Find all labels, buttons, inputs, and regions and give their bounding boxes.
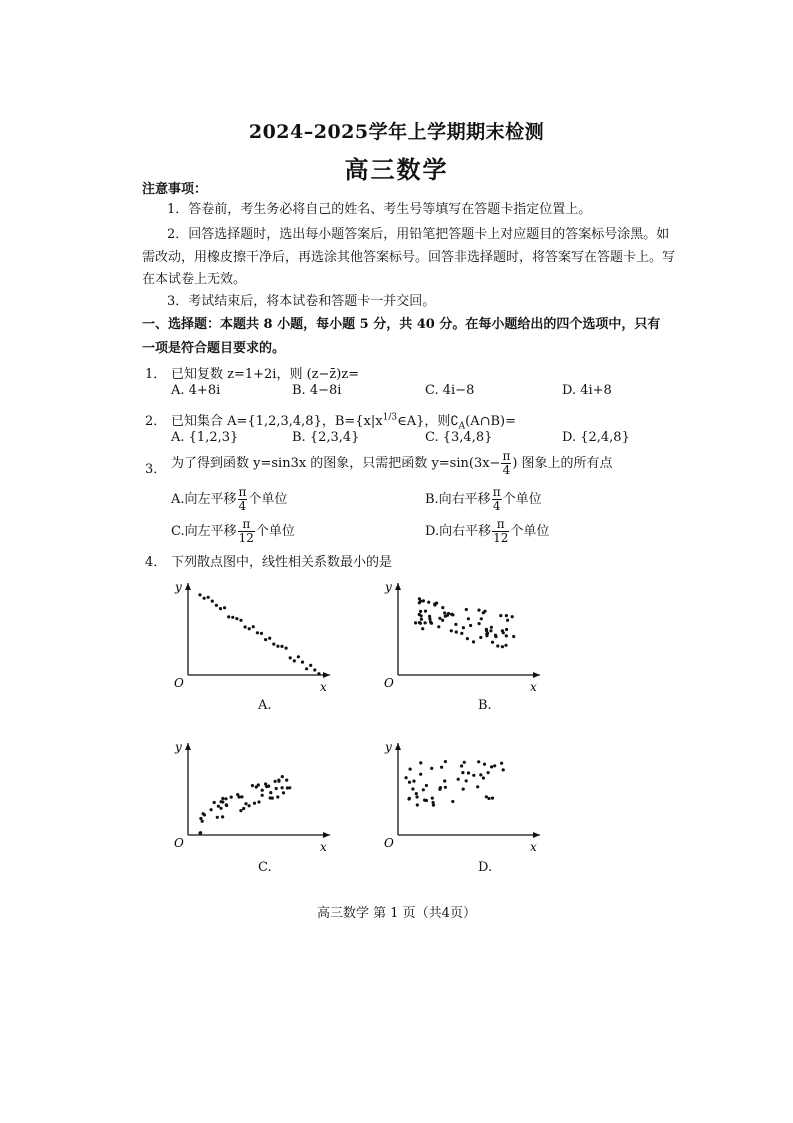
y-axis-arrow <box>395 743 401 750</box>
scatter-point <box>483 763 486 766</box>
scatter-label-c: C. <box>258 860 272 875</box>
scatter-point <box>285 779 288 782</box>
scatter-point <box>472 774 475 777</box>
question-2-option-c: C. {3,4,8} <box>425 430 493 445</box>
scatter-point <box>485 628 488 631</box>
scatter-point <box>465 779 468 782</box>
scatter-point <box>221 815 224 818</box>
scatter-point <box>281 775 284 778</box>
scatter-point <box>227 615 230 618</box>
scatter-point <box>412 780 415 783</box>
scatter-point <box>253 802 256 805</box>
scatter-point <box>472 640 475 643</box>
scatter-point <box>467 617 470 620</box>
scatter-point <box>235 617 238 620</box>
scatter-point <box>450 629 453 632</box>
scatter-point <box>418 597 421 600</box>
scatter-point <box>500 762 503 765</box>
scatter-point <box>313 668 316 671</box>
scatter-point <box>454 623 457 626</box>
scatter-point <box>462 626 465 629</box>
y-axis-arrow <box>185 583 191 590</box>
scatter-point <box>275 787 278 790</box>
scatter-point <box>285 647 288 650</box>
notice-item-2-line-3: 在本试卷上无效。 <box>142 272 247 287</box>
scatter-point <box>490 626 493 629</box>
scatter-point <box>256 631 259 634</box>
scatter-point <box>463 761 466 764</box>
scatter-point <box>220 800 223 803</box>
scatter-point <box>512 635 515 638</box>
scatter-point <box>419 773 422 776</box>
scatter-point <box>216 816 219 819</box>
scatter-point <box>455 630 458 633</box>
notice-item-1: 1．答卷前，考生务必将自己的姓名、考生号等填写在答题卡指定位置上。 <box>167 202 592 217</box>
page-footer: 高三数学 第 1 页（共4页） <box>317 906 476 921</box>
scatter-point <box>478 622 481 625</box>
scatter-point <box>416 803 419 806</box>
scatter-point <box>301 661 304 664</box>
x-axis-arrow <box>533 832 540 838</box>
scatter-point <box>251 784 254 787</box>
scatter-point <box>282 791 285 794</box>
scatter-point <box>489 629 492 632</box>
scatter-point <box>419 761 422 764</box>
scatter-point <box>269 791 272 794</box>
question-1-number: 1． <box>145 367 167 382</box>
scatter-point <box>491 641 494 644</box>
scatter-point <box>485 795 488 798</box>
scatter-point <box>223 606 226 609</box>
scatter-point <box>501 645 504 648</box>
scatter-point <box>441 619 444 622</box>
scatter-point <box>429 620 432 623</box>
scatter-point <box>408 781 411 784</box>
scatter-point <box>286 786 289 789</box>
scatter-point <box>439 786 442 789</box>
scatter-point <box>430 767 433 770</box>
x-axis-label: x <box>530 680 537 694</box>
scatter-point <box>239 809 242 812</box>
scatter-point <box>444 760 447 763</box>
scatter-point <box>198 593 201 596</box>
scatter-point <box>443 779 446 782</box>
question-3-number: 3． <box>145 462 167 477</box>
scatter-point <box>405 776 408 779</box>
scatter-point <box>424 610 427 613</box>
scatter-label-b: B. <box>478 698 492 713</box>
question-2-number: 2． <box>145 414 167 429</box>
question-1-option-d: D. 4i+8 <box>562 383 612 398</box>
scatter-point <box>244 625 247 628</box>
question-3-option-b: B.向右平移 $\frac{\pi}{4}$ 个单位 <box>425 485 542 513</box>
exam-title: 2024–2025学年上学期期末检测 <box>248 121 545 143</box>
scatter-plot-b <box>380 575 550 695</box>
question-2-option-b: B. {2,3,4} <box>292 430 360 445</box>
scatter-point <box>432 804 435 807</box>
scatter-point <box>248 804 251 807</box>
scatter-point <box>433 603 436 606</box>
scatter-point <box>252 625 255 628</box>
scatter-point <box>477 760 480 763</box>
scatter-point <box>257 800 260 803</box>
origin-label: O <box>384 676 394 690</box>
question-1-option-c: C. 4i−8 <box>425 383 475 398</box>
exam-subject: 高三数学 <box>344 155 449 184</box>
scatter-point <box>210 808 213 811</box>
scatter-point <box>280 645 283 648</box>
scatter-point <box>505 628 508 631</box>
x-axis-arrow <box>533 672 540 678</box>
scatter-point <box>506 619 509 622</box>
x-axis-arrow <box>323 672 330 678</box>
scatter-point <box>427 601 430 604</box>
question-2-option-a: A. {1,2,3} <box>171 430 239 445</box>
scatter-point <box>422 599 425 602</box>
scatter-point <box>419 610 422 613</box>
scatter-point <box>272 643 275 646</box>
section-1-heading-line-2: 一项是符合题目要求的。 <box>142 341 286 356</box>
scatter-point <box>421 627 424 630</box>
scatter-point <box>457 778 460 781</box>
origin-label: O <box>174 836 184 850</box>
scatter-point <box>487 797 490 800</box>
scatter-point <box>276 645 279 648</box>
scatter-point <box>414 621 417 624</box>
scatter-point <box>203 597 206 600</box>
scatter-point <box>268 637 271 640</box>
scatter-point <box>483 610 486 613</box>
scatter-point <box>494 634 497 637</box>
notice-item-3: 3．考试结束后，将本试卷和答题卡一并交回。 <box>167 294 436 309</box>
scatter-point <box>447 612 450 615</box>
scatter-point <box>460 632 463 635</box>
y-axis-arrow <box>185 743 191 750</box>
scatter-point <box>281 786 284 789</box>
scatter-point <box>502 768 505 771</box>
scatter-point <box>219 607 222 610</box>
scatter-point <box>505 634 508 637</box>
scatter-point <box>479 636 482 639</box>
scatter-point <box>422 788 425 791</box>
scatter-point <box>501 629 504 632</box>
scatter-point <box>499 614 502 617</box>
scatter-point <box>215 604 218 607</box>
scatter-point <box>491 797 494 800</box>
scatter-point <box>261 794 264 797</box>
question-3-text: 为了得到函数 y=sin3x 的图象，只需把函数 y=sin(3x− $\frac{\pi}{4}$ ) 图象上的所有点 <box>171 449 613 477</box>
scatter-point <box>462 788 465 791</box>
scatter-point <box>425 784 428 787</box>
scatter-point <box>224 797 227 800</box>
scatter-point <box>461 771 464 774</box>
scatter-point <box>416 795 419 798</box>
y-axis-label: y <box>385 580 392 594</box>
scatter-point <box>293 659 296 662</box>
scatter-point <box>411 787 414 790</box>
scatter-point <box>409 768 412 771</box>
scatter-point <box>267 785 270 788</box>
scatter-label-a: A. <box>258 698 272 713</box>
scatter-point <box>415 792 418 795</box>
x-axis-label: x <box>530 840 537 854</box>
section-1-heading-line-1: 一、选择题：本题共 8 小题，每小题 5 分，共 40 分。在每小题给出的四个选项中，只有 <box>142 317 661 332</box>
scatter-point <box>480 617 483 620</box>
scatter-point <box>248 627 251 630</box>
scatter-point <box>211 600 214 603</box>
scatter-point <box>225 803 228 806</box>
scatter-point <box>261 789 264 792</box>
scatter-point <box>476 785 479 788</box>
scatter-point <box>444 786 447 789</box>
scatter-point <box>438 617 441 620</box>
scatter-point <box>289 656 292 659</box>
scatter-point <box>504 644 507 647</box>
scatter-point <box>485 634 488 637</box>
notice-heading: 注意事项： <box>142 182 208 197</box>
question-4-text: 下列散点图中，线性相关系数最小的是 <box>171 555 393 570</box>
scatter-point <box>221 797 224 800</box>
question-4-number: 4． <box>145 555 167 570</box>
scatter-plot-d <box>380 735 550 855</box>
scatter-point <box>220 807 223 810</box>
scatter-point <box>237 795 240 798</box>
x-axis-label: x <box>320 840 327 854</box>
y-axis-label: y <box>175 740 182 754</box>
scatter-point <box>479 773 482 776</box>
y-axis-arrow <box>395 583 401 590</box>
scatter-point <box>482 776 485 779</box>
question-2-exponent: 1/3 <box>382 412 398 423</box>
scatter-point <box>231 616 234 619</box>
scatter-point <box>477 609 480 612</box>
scatter-point <box>496 644 499 647</box>
question-1-option-a: A. 4+8i <box>171 383 221 398</box>
scatter-point <box>493 764 496 767</box>
scatter-point <box>424 621 427 624</box>
scatter-point <box>317 672 320 675</box>
scatter-point <box>440 766 443 769</box>
scatter-point <box>505 614 508 617</box>
notice-item-2-line-1: 2．回答选择题时，选出每小题答案后，用铅笔把答题卡上对应题目的答案标号涂黑。如 <box>167 227 670 242</box>
x-axis-arrow <box>323 832 330 838</box>
y-axis-label: y <box>385 740 392 754</box>
scatter-point <box>274 780 277 783</box>
scatter-point <box>297 655 300 658</box>
scatter-point <box>199 831 202 834</box>
scatter-label-d: D. <box>478 860 493 875</box>
question-2-text: 已知集合 A={1,2,3,4,8}，$B=\{x|x^{1/3}\in A\}$，则$∁_A(A\cap B)=$ <box>171 412 517 432</box>
scatter-point <box>460 764 463 767</box>
scatter-point <box>487 771 490 774</box>
scatter-point <box>441 606 444 609</box>
scatter-point <box>469 624 472 627</box>
scatter-point <box>199 817 202 820</box>
scatter-point <box>465 608 468 611</box>
question-3-option-a: A.向左平移 $\frac{\pi}{4}$ 个单位 <box>171 485 288 513</box>
scatter-point <box>276 795 279 798</box>
scatter-point <box>213 801 216 804</box>
scatter-point <box>269 796 272 799</box>
y-axis-label: y <box>175 580 182 594</box>
scatter-point <box>490 765 493 768</box>
scatter-point <box>255 785 258 788</box>
question-1-text: 已知复数 z=1+2i，则 (z−z̄)z= <box>171 367 360 382</box>
scatter-point <box>420 614 423 617</box>
origin-label: O <box>174 676 184 690</box>
scatter-point <box>511 615 514 618</box>
origin-label: O <box>384 836 394 850</box>
scatter-point <box>239 619 242 622</box>
notice-item-2-line-2: 需改动，用橡皮擦干净后，再选涂其他答案标号。回答非选择题时，将答案写在答题卡上。写 <box>142 250 676 265</box>
scatter-point <box>240 795 243 798</box>
scatter-point <box>207 596 210 599</box>
scatter-point <box>264 638 267 641</box>
scatter-point <box>305 667 308 670</box>
scatter-plot-c <box>170 735 340 855</box>
scatter-point <box>443 611 446 614</box>
scatter-point <box>260 632 263 635</box>
scatter-point <box>277 780 280 783</box>
scatter-point <box>264 782 267 785</box>
scatter-point <box>418 621 421 624</box>
question-3-option-d: D.向右平移 $\frac{\pi}{12}$ 个单位 <box>425 517 550 545</box>
scatter-point <box>431 797 434 800</box>
scatter-point <box>467 771 470 774</box>
fraction-pi-over-4: $\frac{\pi}{4}$ <box>502 449 511 477</box>
scatter-point <box>466 637 469 640</box>
scatter-point <box>408 797 411 800</box>
question-2-option-d: D. {2,4,8} <box>562 430 630 445</box>
scatter-point <box>242 807 245 810</box>
scatter-point <box>202 812 205 815</box>
x-axis-label: x <box>320 680 327 694</box>
scatter-point <box>420 618 423 621</box>
scatter-point <box>451 800 454 803</box>
scatter-point <box>428 617 431 620</box>
question-1-option-b: B. 4−8i <box>292 383 342 398</box>
scatter-point <box>450 613 453 616</box>
scatter-point <box>309 664 312 667</box>
scatter-plot-a <box>170 575 340 695</box>
scatter-point <box>217 805 220 808</box>
scatter-point <box>244 802 247 805</box>
scatter-point <box>230 796 233 799</box>
scatter-point <box>423 799 426 802</box>
scatter-point <box>437 625 440 628</box>
question-3-option-c: C.向左平移 $\frac{\pi}{12}$ 个单位 <box>171 517 295 545</box>
